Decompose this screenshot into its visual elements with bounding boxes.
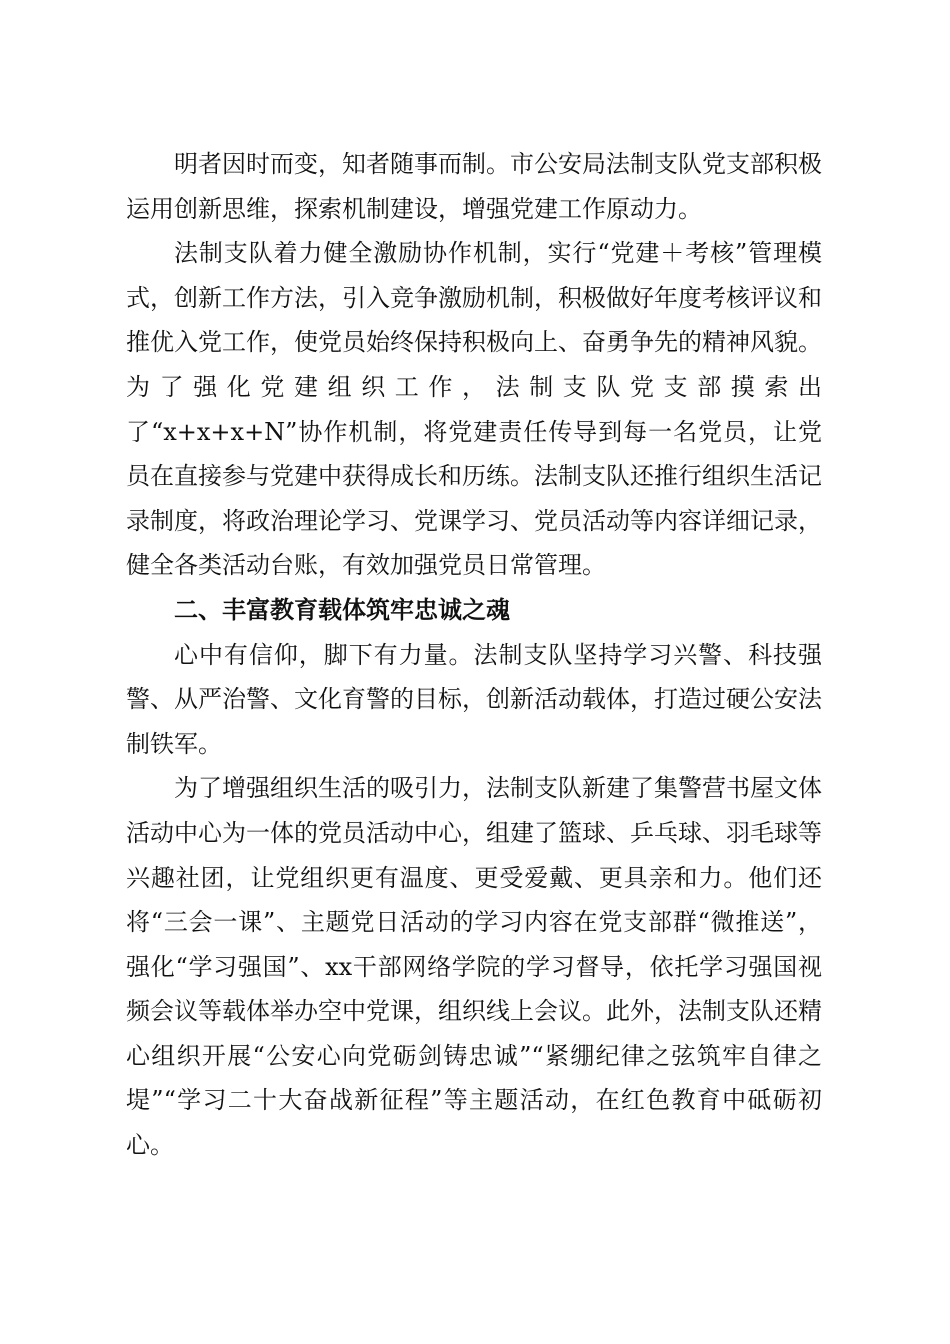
- paragraph-organizational-life: 为了增强组织生活的吸引力，法制支队新建了集警营书屋文体活动中心为一体的党员活动中心，组建了篮球、乒乓球、羽毛球等兴趣社团，让党组织更有温度、更受爱戴、更具亲和力。他们还将“三会一课”、主题党日活动的学习内容在党支部群“微推送”，强化“学习强国”、xx干部网络学院的学习督导，依托学习强国视频会议等载体举办空中党课，组织线上会议。此外，法制支队还精心组织开展“公安心向党砺剑铸忠诚”“紧绷纪律之弦筑牢自律之堤”“学习二十大奋战新征程”等主题活动，在红色教育中砥砺初心。: [126, 774, 822, 1160]
- section-heading: 二、丰富教育载体筑牢忠诚之魂: [174, 595, 510, 624]
- document-body: [126, 142, 822, 1168]
- paragraph-belief: 心中有信仰，脚下有力量。法制支队坚持学习兴警、科技强警、从严治警、文化育警的目标，创新活动载体，打造过硬公安法制铁军。: [126, 640, 822, 758]
- paragraph-incentive-mechanism: 法制支队着力健全激励协作机制，实行“党建＋考核”管理模式，创新工作方法，引入竞争激励机制，积极做好年度考核评议和推优入党工作，使党员始终保持积极向上、奋勇争先的精神风貌。为了强化党建组织工作，法制支队党支部摸索出了“x+x+x+N”协作机制，将党建责任传导到每一名党员，让党员在直接参与党建中获得成长和历练。法制支队还推行组织生活记录制度，将政治理论学习、党课学习、党员活动等内容详细记录，健全各类活动台账，有效加强党员日常管理。: [126, 239, 822, 580]
- paragraph-intro: 明者因时而变，知者随事而制。市公安局法制支队党支部积极运用创新思维，探索机制建设，增强党建工作原动力。: [126, 150, 822, 223]
